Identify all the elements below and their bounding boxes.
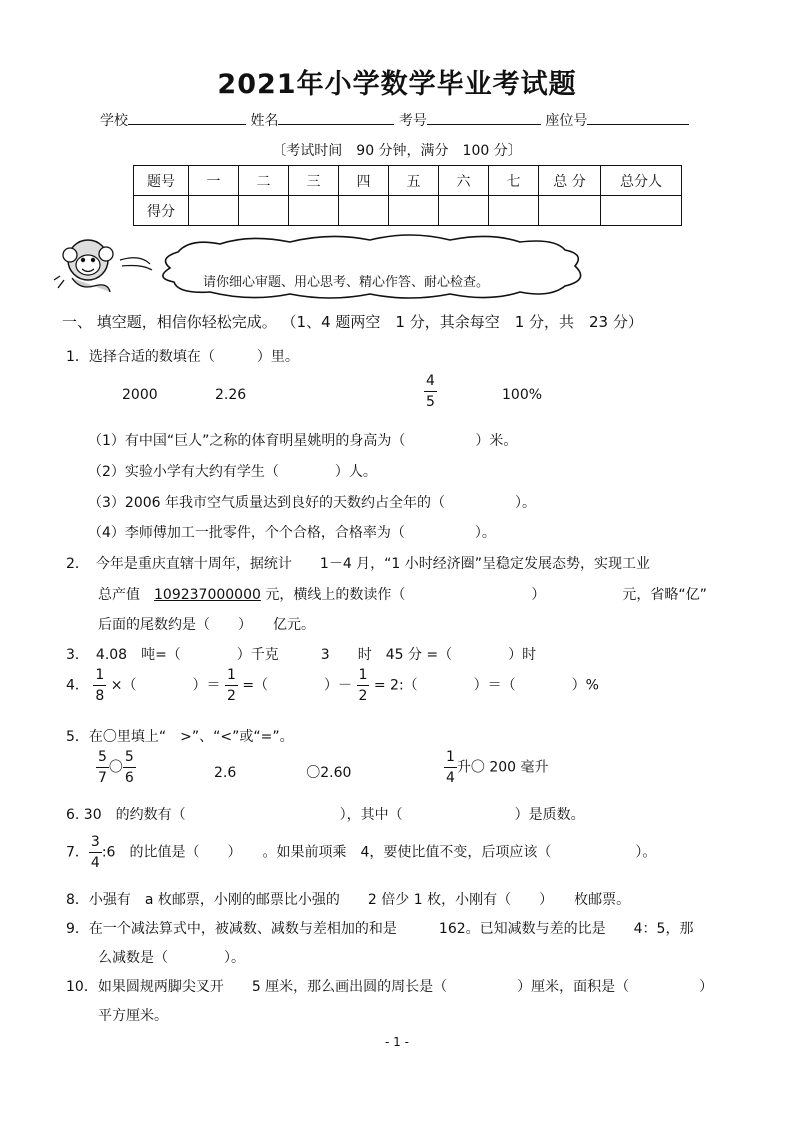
- question-5-stem: 5．在〇里填上“ >”、“<”或“=”。: [66, 729, 294, 745]
- student-info-line: [100, 110, 689, 130]
- choice-fraction-4-5: [424, 374, 437, 409]
- question-2-text-b: 元，横线上的数读作（ ） 元，省略“亿”: [260, 587, 707, 603]
- fraction-denominator: 4: [446, 770, 455, 786]
- header-cell: 总 分: [539, 166, 601, 196]
- header-cell: 一: [189, 166, 239, 196]
- fraction-numerator: 1: [444, 750, 457, 768]
- header-cell: 三: [289, 166, 339, 196]
- question-4-part-c: = 2:（ ）＝（ ）%: [373, 677, 599, 694]
- fraction-denominator: 2: [226, 688, 236, 704]
- score-cell[interactable]: [439, 196, 489, 226]
- seat-blank: [587, 110, 689, 125]
- score-table-header: [134, 166, 682, 196]
- score-table: [133, 165, 682, 226]
- score-cell[interactable]: [489, 196, 539, 226]
- question-3: 3． 4.08 吨=（ ）千克 3 时 45 分 =（ ）时: [66, 647, 537, 663]
- score-table-row: [134, 196, 682, 226]
- question-9-line1: 9．在一个减法算式中，被减数、减数与差相加的和是 162。已知减数与差的比是 4：5，那: [66, 921, 694, 937]
- number-blank: [427, 110, 541, 125]
- fraction-numerator: 4: [424, 374, 437, 392]
- question-6: 6. 30 的约数有（ ），其中（ ）是质数。: [66, 807, 585, 823]
- question-2-line3: 后面的尾数约是（ ） 亿元。: [98, 617, 315, 633]
- question-5-item3-text: 升〇 200 毫升: [456, 759, 549, 776]
- row-label: 得分: [134, 196, 189, 226]
- question-4: [66, 668, 599, 703]
- seat-label: 座位号: [545, 113, 588, 129]
- question-2-text-a: 总产值: [98, 587, 154, 603]
- fraction-denominator: 2: [358, 688, 368, 704]
- score-cell[interactable]: [601, 196, 682, 226]
- question-10-line2: 平方厘米。: [98, 1008, 168, 1024]
- question-1-sub2: （2）实验小学有大约有学生（ ）人。: [88, 464, 377, 480]
- choice-2-26: 2.26: [215, 387, 247, 403]
- header-cell: 五: [389, 166, 439, 196]
- question-7-text: :6 的比值是（ ） 。如果前项乘 4，要使比值不变，后项应该（ ）。: [101, 844, 657, 861]
- name-blank: [278, 110, 394, 125]
- school-blank: [128, 110, 246, 125]
- header-cell: 总分人: [601, 166, 682, 196]
- exam-time: 〔考试时间 90 分钟，满分 100 分〕: [272, 143, 522, 159]
- question-2-line1: 2． 今年是重庆直辖十周年，据统计 1－4 月，“1 小时经济圈”呈稳定发展态势，实现工业: [66, 556, 651, 572]
- question-5-item1: [96, 750, 136, 785]
- header-cell: 四: [339, 166, 389, 196]
- fraction-denominator: 7: [98, 770, 107, 786]
- score-cell[interactable]: [289, 196, 339, 226]
- fraction-denominator: 8: [95, 688, 105, 704]
- name-label: 姓名: [250, 113, 279, 129]
- banner-text: 请你细心审题、用心思考、精心作答、耐心检查。: [203, 275, 490, 290]
- question-1-stem: 1．选择合适的数填在（ ）里。: [66, 349, 299, 365]
- fraction-numerator: 1: [357, 668, 370, 686]
- compare-circle[interactable]: 〇: [108, 759, 123, 776]
- page-title: 2021年小学数学毕业考试题: [217, 69, 577, 100]
- score-cell[interactable]: [389, 196, 439, 226]
- score-cell[interactable]: [339, 196, 389, 226]
- question-1-sub3: （3）2006 年我市空气质量达到良好的天数约占全年的（ ）。: [88, 495, 536, 511]
- choice-100-percent: 100%: [502, 387, 543, 403]
- question-5-item3: [444, 750, 549, 785]
- question-5-item2: 2.6 〇2.60: [214, 765, 352, 781]
- monkey-icon: [54, 240, 152, 292]
- header-cell: 二: [239, 166, 289, 196]
- school-label: 学校: [100, 113, 128, 129]
- header-cell: 题号: [134, 166, 189, 196]
- fraction-numerator: 1: [93, 668, 106, 686]
- fraction-numerator: 1: [225, 668, 238, 686]
- question-8: 8．小强有 a 枚邮票，小刚的邮票比小强的 2 倍少 1 枚，小刚有（ ） 枚邮票。: [66, 892, 631, 908]
- fraction-numerator: 5: [96, 750, 109, 768]
- question-1-sub1: （1）有中国“巨人”之称的体育明星姚明的身高为（ ）米。: [88, 433, 518, 449]
- score-cell[interactable]: [239, 196, 289, 226]
- question-7: [66, 835, 656, 870]
- header-cell: 六: [439, 166, 489, 196]
- question-1-sub4: （4）李师傅加工一批零件，个个合格，合格率为（ ）。: [88, 525, 496, 541]
- fraction-denominator: 6: [124, 770, 134, 786]
- section-1-heading: 一、 填空题，相信你轻松完成。 （1、4 题两空 1 分，其余每空 1 分，共 23 分）: [62, 313, 643, 331]
- score-cell[interactable]: [189, 196, 239, 226]
- question-4-part-a: ×（ ）＝: [110, 677, 221, 694]
- fraction-denominator: 4: [90, 855, 100, 871]
- score-cell[interactable]: [539, 196, 601, 226]
- header-cell: 七: [489, 166, 539, 196]
- question-4-part-b: =（ ）－: [242, 677, 353, 694]
- question-7-lead: 7．: [66, 844, 89, 861]
- choice-2000: 2000: [122, 387, 158, 403]
- question-4-lead: 4．: [66, 677, 89, 694]
- question-2-line2: [98, 584, 707, 604]
- fraction-numerator: 3: [89, 835, 102, 853]
- fraction-numerator: 5: [123, 750, 136, 768]
- fraction-denominator: 5: [426, 394, 435, 410]
- page-number: - 1 -: [385, 1035, 409, 1049]
- question-10-line1: 10．如果圆规两脚尖叉开 5 厘米，那么画出圆的周长是（ ）厘米，面积是（ ）: [66, 979, 714, 995]
- question-2-number: 109237000000: [154, 587, 261, 603]
- number-label: 考号: [398, 113, 427, 129]
- question-9-line2: 么减数是（ ）。: [98, 950, 245, 966]
